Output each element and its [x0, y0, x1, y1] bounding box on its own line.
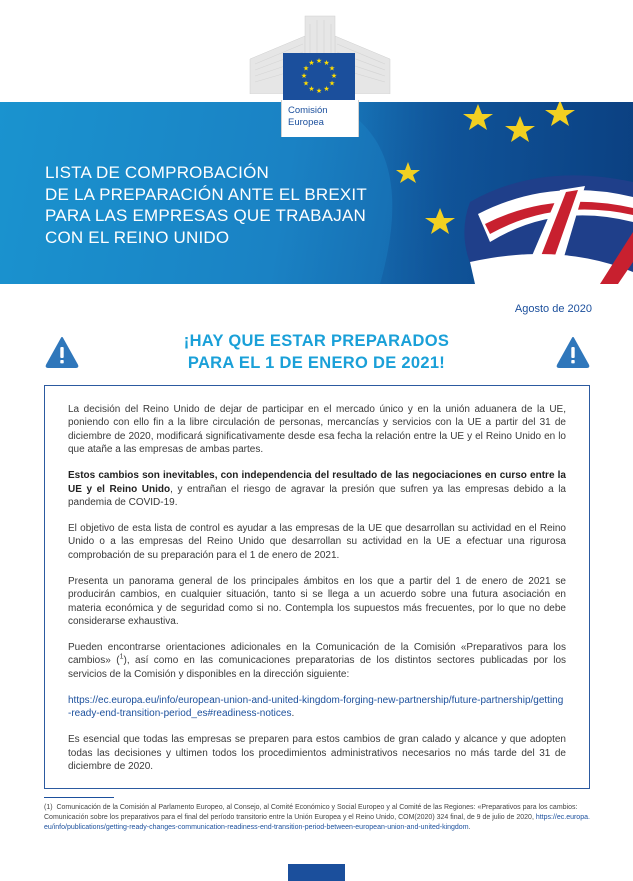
main-heading — [120, 330, 513, 374]
paragraph-text: , y entrañan el riesgo de agravar la presión que sufren ya las empresas debido a la pandemia de COVID-19. — [68, 483, 566, 509]
readiness-notices-link[interactable]: https://ec.europa.eu/info/european-union-and-united-kingdom-forging-new-partnership/future-partnership/getting-ready-end-transition-period_es#readiness-notices — [68, 694, 564, 720]
org-line: Comisión — [288, 105, 328, 116]
communication-link[interactable]: https://ec.europa.eu/info/publications/getting-ready-changes-communication-readiness-end-transition-period-between-european-union-and-united-kingdom — [44, 814, 590, 831]
footnote-ref[interactable]: 1 — [119, 654, 124, 662]
svg-text:★: ★ — [302, 64, 310, 73]
paragraph — [68, 694, 566, 721]
eu-stars-icon — [283, 53, 355, 100]
warning-icon — [556, 336, 590, 368]
footnote — [44, 803, 590, 833]
title-line: CON EL REINO UNIDO — [45, 227, 230, 247]
svg-text:★: ★ — [315, 87, 323, 95]
footnote-text: Comunicación de la Comisión al Parlamento Europeo, al Consejo, al Comité Económico y Social Europeo y al Comité de las Regiones: «Preparativos para los cambios: Comunicación sobre los preparativos para el final del período transitorio entre la Unión Europea y el Reino Unido, COM(2020) 324 final, de 9 de julio de 2020, — [44, 804, 578, 821]
eu-flag-icon — [283, 53, 355, 100]
paragraph: La decisión del Reino Unido de dejar de participar en el mercado único y en la unión aduanera de la UE, poniendo con ello fin a la libre circulación de personas, mercancías y servicios con la UE a partir del 31 de diciembre de 2020, modificará significativamente desde esa fecha la relación entre la UE y el Reino Unido en lo que atañe a las empresas de ambas partes. — [68, 404, 566, 456]
svg-text:★: ★ — [308, 85, 315, 93]
svg-text:★: ★ — [323, 85, 330, 93]
eu-logo-label — [281, 100, 359, 137]
intro-box — [44, 385, 590, 789]
svg-text:★: ★ — [302, 79, 310, 88]
warning-icon — [45, 336, 79, 368]
svg-text:★: ★ — [328, 64, 336, 73]
org-line: Europea — [288, 117, 324, 128]
organisation-name — [288, 105, 328, 129]
paragraph: El objetivo de esta lista de control es ayudar a las empresas de la UE que desarrollan su actividad en el Reino Unido o a las empresas del Reino Unido que desarrollan su actividad en la UE a efectuar una rigurosa comprobación de su preparación para el 1 de enero de 2021. — [68, 523, 566, 561]
paragraph-text: ), así como en las comunicaciones preparatorias de los distintos sectores publicadas por los servicios de la Comisión y disponibles en la dirección siguiente: — [68, 655, 567, 680]
page-footer-tab — [288, 864, 345, 881]
svg-text:★: ★ — [328, 79, 336, 88]
document-title — [45, 162, 367, 248]
paragraph: Presenta un panorama general de los principales ámbitos en los que a partir del 1 de enero de 2021 se producirán cambios, en cualquier situación, tanto si se llega a un acuerdo sobre una futura asociación en materia económica y de seguridad como si no. Contempla los supuestos más frecuentes, por lo que no debe considerarse exhaustiva. — [68, 575, 566, 628]
svg-text:★: ★ — [300, 72, 308, 80]
paragraph-text: Pueden encontrarse orientaciones adicionales en la Comunicación de la Comisión «Preparativos para los cambios» ( — [68, 642, 566, 667]
title-line: LISTA DE COMPROBACIÓN — [45, 163, 269, 182]
footnote-marker: (1) — [44, 804, 53, 811]
heading-line: PARA EL 1 DE ENERO DE 2021! — [187, 354, 446, 372]
title-line: DE LA PREPARACIÓN ANTE EL BREXIT — [45, 184, 367, 204]
heading-line: ¡HAY QUE ESTAR PREPARADOS — [183, 332, 450, 350]
paragraph-text: . — [291, 708, 295, 720]
footnote-text: . — [468, 824, 471, 831]
paragraph — [68, 641, 566, 681]
title-line: PARA LAS EMPRESAS QUE TRABAJAN — [45, 206, 366, 225]
footnote-divider — [44, 797, 114, 798]
paragraph — [68, 469, 566, 509]
svg-text:★: ★ — [330, 72, 338, 80]
publication-date: Agosto de 2020 — [514, 303, 592, 315]
svg-text:★: ★ — [308, 59, 315, 67]
paragraph: Es esencial que todas las empresas se preparen para estos cambios de gran calado y alcance y que adopten todas las decisiones y ultimen todos los procedimientos administrativos necesarios no más tarde del 31 de diciembre de 2020. — [68, 734, 566, 773]
svg-text:★: ★ — [323, 59, 330, 67]
svg-text:★: ★ — [315, 57, 323, 65]
bold-statement: Estos cambios son inevitables, con independencia del resultado de las negociaciones en curso entre la UE y el Reino Unido — [68, 470, 566, 495]
